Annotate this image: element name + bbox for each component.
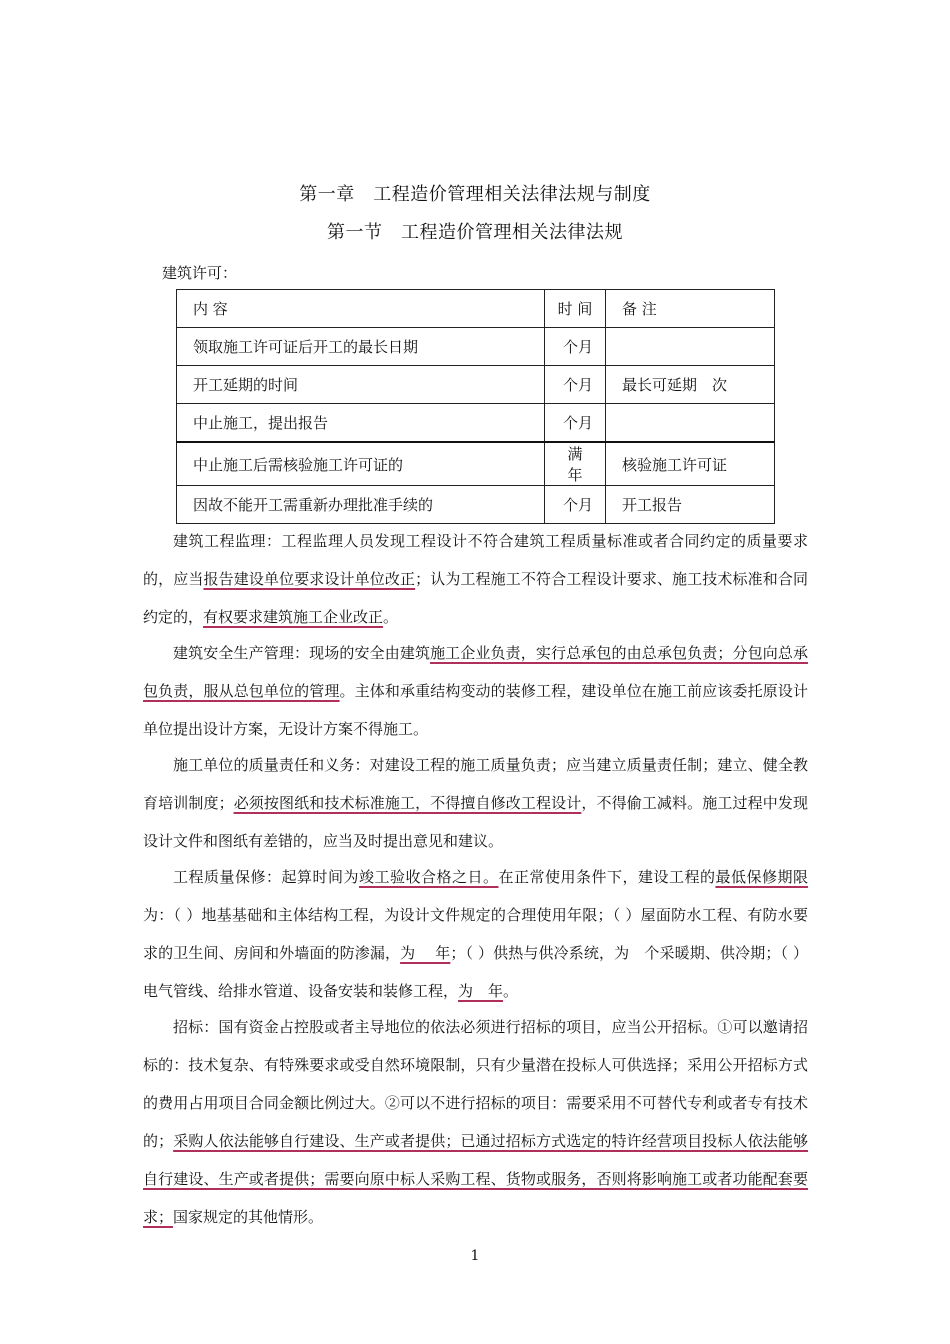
underlined-text: 报告建设单位要求设计单位改正 <box>203 570 416 588</box>
page-number: 1 <box>470 1248 480 1264</box>
row-note <box>606 404 775 443</box>
text-run: 。 <box>383 608 399 626</box>
table-row <box>177 486 775 524</box>
permit-table <box>176 289 775 524</box>
underlined-text: 竣工验收合格之日。 <box>358 868 499 886</box>
row-time: 满 年 <box>545 442 606 486</box>
row-content: 中止施工，提出报告 <box>177 404 545 443</box>
text-run: ，不得偷工减料。施工过程中发现设计文件和图纸有差错的，应当及时提出意见和建议。 <box>143 794 808 850</box>
row-content: 中止施工后需核验施工许可证的 <box>177 442 545 486</box>
row-content: 因故不能开工需重新办理批准手续的 <box>177 486 545 524</box>
chapter-title: 第一章 工程造价管理相关法律法规与制度 <box>299 184 651 205</box>
paragraph-quality-duty <box>143 746 808 860</box>
underlined-text: 为 年 <box>458 982 504 1000</box>
text-run: 建筑工程监理：工程监理人员发现工程设计不符合建筑工程质量标准或者合同约定的质量要求的，应当 <box>143 532 808 588</box>
underlined-text: 最低保修期限 <box>715 868 808 886</box>
text-run: 。 <box>503 982 519 1000</box>
underlined-text: 有权要求建筑施工企业改正 <box>203 608 384 626</box>
underlined-text: 必须按图纸和技术标准施工，不得擅自修改工程设计 <box>233 794 582 812</box>
row-note: 开工报告 <box>606 486 775 524</box>
row-time: 个月 <box>545 366 606 404</box>
table-row <box>177 366 775 404</box>
row-time: 个月 <box>545 328 606 366</box>
text-run: 国家规定的其他情形。 <box>173 1208 324 1226</box>
paragraph-supervision <box>143 522 808 636</box>
paragraph-safety <box>143 634 808 748</box>
row-content: 开工延期的时间 <box>177 366 545 404</box>
text-run: ；认为工程施工不符合工程设计要求、施工技术标准和合同约定的， <box>143 570 808 626</box>
text-run: 为：（ ）地基基础和主体结构工程，为设计文件规定的合理使用年限；（ ）屋面防水工程、有防水要求的卫生间、房间和外墙面的防渗漏， <box>143 906 808 962</box>
table-row <box>177 442 775 486</box>
table-row <box>177 404 775 443</box>
row-content: 领取施工许可证后开工的最长日期 <box>177 328 545 366</box>
text-run: 建筑安全生产管理：现场的安全由建筑 <box>173 644 431 662</box>
text-run: ；（ ）供热与供冷系统，为 个采暖期、供冷期；（ ）电气管线、给排水管道、设备安装和装修工程， <box>143 944 808 1000</box>
underlined-text: 施工企业负责，实行总承包的由总承包负责；分包向总承包负责，服从总包单位的管理 <box>143 644 808 700</box>
text-run: 招标：国有资金占控股或者主导地位的依法必须进行招标的项目，应当公开招标。①可以邀请招标的：技术复杂、有特殊要求或受自然环境限制，只有少量潜在投标人可供选择；采用公开招标方式的费用占用项目合同金额比例过大。②可以不进行招标的项目：需要采用不可替代专利或者专有技术的； <box>143 1018 808 1150</box>
underlined-text: 为 年 <box>400 944 451 962</box>
paragraph-bidding <box>143 1008 808 1236</box>
row-note: 最长可延期 次 <box>606 366 775 404</box>
table-row <box>177 328 775 366</box>
row-note <box>606 328 775 366</box>
header-note: 备 注 <box>606 290 775 328</box>
row-time: 个月 <box>545 404 606 443</box>
header-content: 内 容 <box>177 290 545 328</box>
text-run: 在正常使用条件下，建设工程的 <box>498 868 716 886</box>
text-run: 。主体和承重结构变动的装修工程，建设单位在施工前应该委托原设计单位提出设计方案，无设计方案不得施工。 <box>143 682 808 738</box>
section-title: 第一节 工程造价管理相关法律法规 <box>327 222 623 243</box>
header-time: 时 间 <box>545 290 606 328</box>
row-note: 核验施工许可证 <box>606 442 775 486</box>
text-run: 施工单位的质量责任和义务：对建设工程的施工质量负责；应当建立质量责任制；建立、健全教育培训制度； <box>143 756 808 812</box>
row-time: 个月 <box>545 486 606 524</box>
text-run: 工程质量保修：起算时间为 <box>173 868 359 886</box>
permit-label: 建筑许可： <box>162 264 238 282</box>
underlined-text: 采购人依法能够自行建设、生产或者提供；已通过招标方式选定的特许经营项目投标人依法能够自行建设、生产或者提供；需要向原中标人采购工程、货物或服务，否则将影响施工或者功能配套要求； <box>143 1132 808 1226</box>
table-header-row <box>177 290 775 328</box>
paragraph-warranty <box>143 858 808 1010</box>
